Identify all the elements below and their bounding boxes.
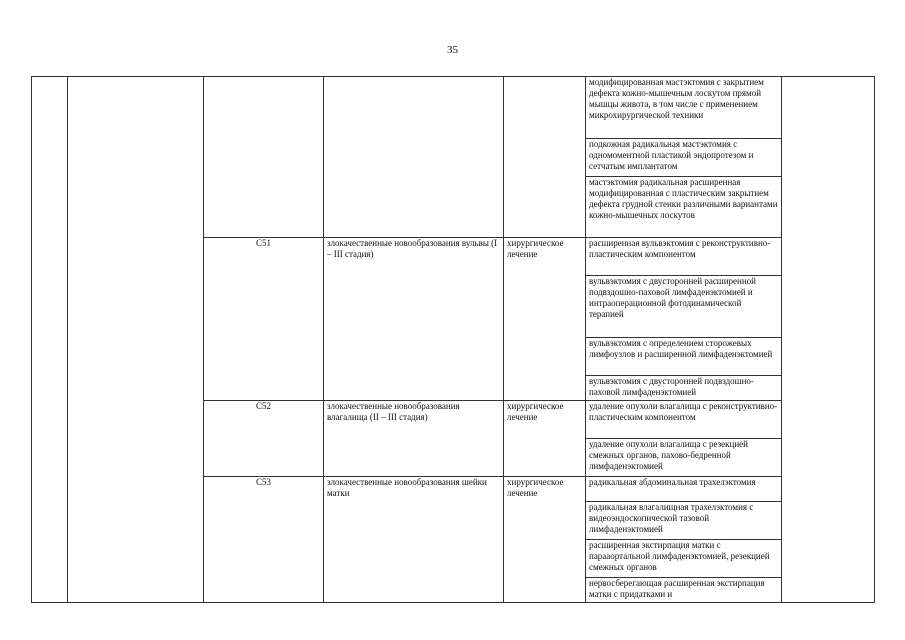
number-cell — [32, 77, 68, 603]
table-row — [32, 77, 875, 139]
icd-code-cell: C52 — [204, 401, 324, 477]
diagnosis-cell — [324, 77, 504, 238]
diagnosis-cell: злокачественные новообразования вульвы (I – III стадия) — [324, 238, 504, 401]
group-name-cell — [68, 77, 204, 603]
treatment-type-cell — [504, 77, 586, 238]
treatment-type-cell: хирургическое лечение — [504, 477, 586, 603]
method-cell: радикальная абдоминальная трахелэктомия — [586, 477, 782, 502]
method-cell: вульвэктомия с определением сторожевых лимфоузлов и расширенной лимфаденэктомией — [586, 338, 782, 376]
method-cell: расширенная вульвэктомия с реконструктивно-пластическим компонентом — [586, 238, 782, 276]
icd-code-cell — [204, 77, 324, 238]
icd-code-cell: C53 — [204, 477, 324, 603]
page-number: 35 — [447, 44, 458, 56]
diagnosis-cell: злокачественные новообразования шейки матки — [324, 477, 504, 603]
icd-code-cell: C51 — [204, 238, 324, 401]
method-cell: мастэктомия радикальная расширенная модифицированная с пластическим закрытием дефекта грудной стенки различными вариантами кожно-мышечных лоскутов — [586, 177, 782, 238]
method-cell: нервосберегающая расширенная экстирпация матки с придатками и — [586, 578, 782, 603]
method-cell: удаление опухоли влагалища с реконструктивно-пластическим компонентом — [586, 401, 782, 439]
medical-care-table — [31, 76, 875, 603]
treatment-type-cell: хирургическое лечение — [504, 401, 586, 477]
method-cell: вульвэктомия с двусторонней расширенной подвздошно-паховой лимфаденэктомией и интраоперационной фотодинамической терапией — [586, 276, 782, 338]
method-cell: радикальная влагалищная трахелэктомия с видеоэндоскопической тазовой лимфаденэктомией — [586, 502, 782, 540]
method-cell: подкожная радикальная мастэктомия с одномоментной пластикой эндопротезом и сетчатым имплантатом — [586, 139, 782, 177]
diagnosis-cell: злокачественные новообразования влагалища (II – III стадия) — [324, 401, 504, 477]
treatment-type-cell: хирургическое лечение — [504, 238, 586, 401]
method-cell: вульвэктомия с двусторонней подвздошно-паховой лимфаденэктомией — [586, 376, 782, 401]
method-cell: удаление опухоли влагалища с резекцией смежных органов, пахово-бедренной лимфаденэктомией — [586, 439, 782, 477]
cost-cell — [782, 77, 875, 603]
method-cell: модифицированная мастэктомия с закрытием дефекта кожно-мышечным лоскутом прямой мышцы живота, в том числе с применением микрохирургической техники — [586, 77, 782, 139]
method-cell: расширенная экстирпация матки с парааортальной лимфаденэктомией, резекцией смежных органов — [586, 540, 782, 578]
table-body — [32, 77, 875, 603]
